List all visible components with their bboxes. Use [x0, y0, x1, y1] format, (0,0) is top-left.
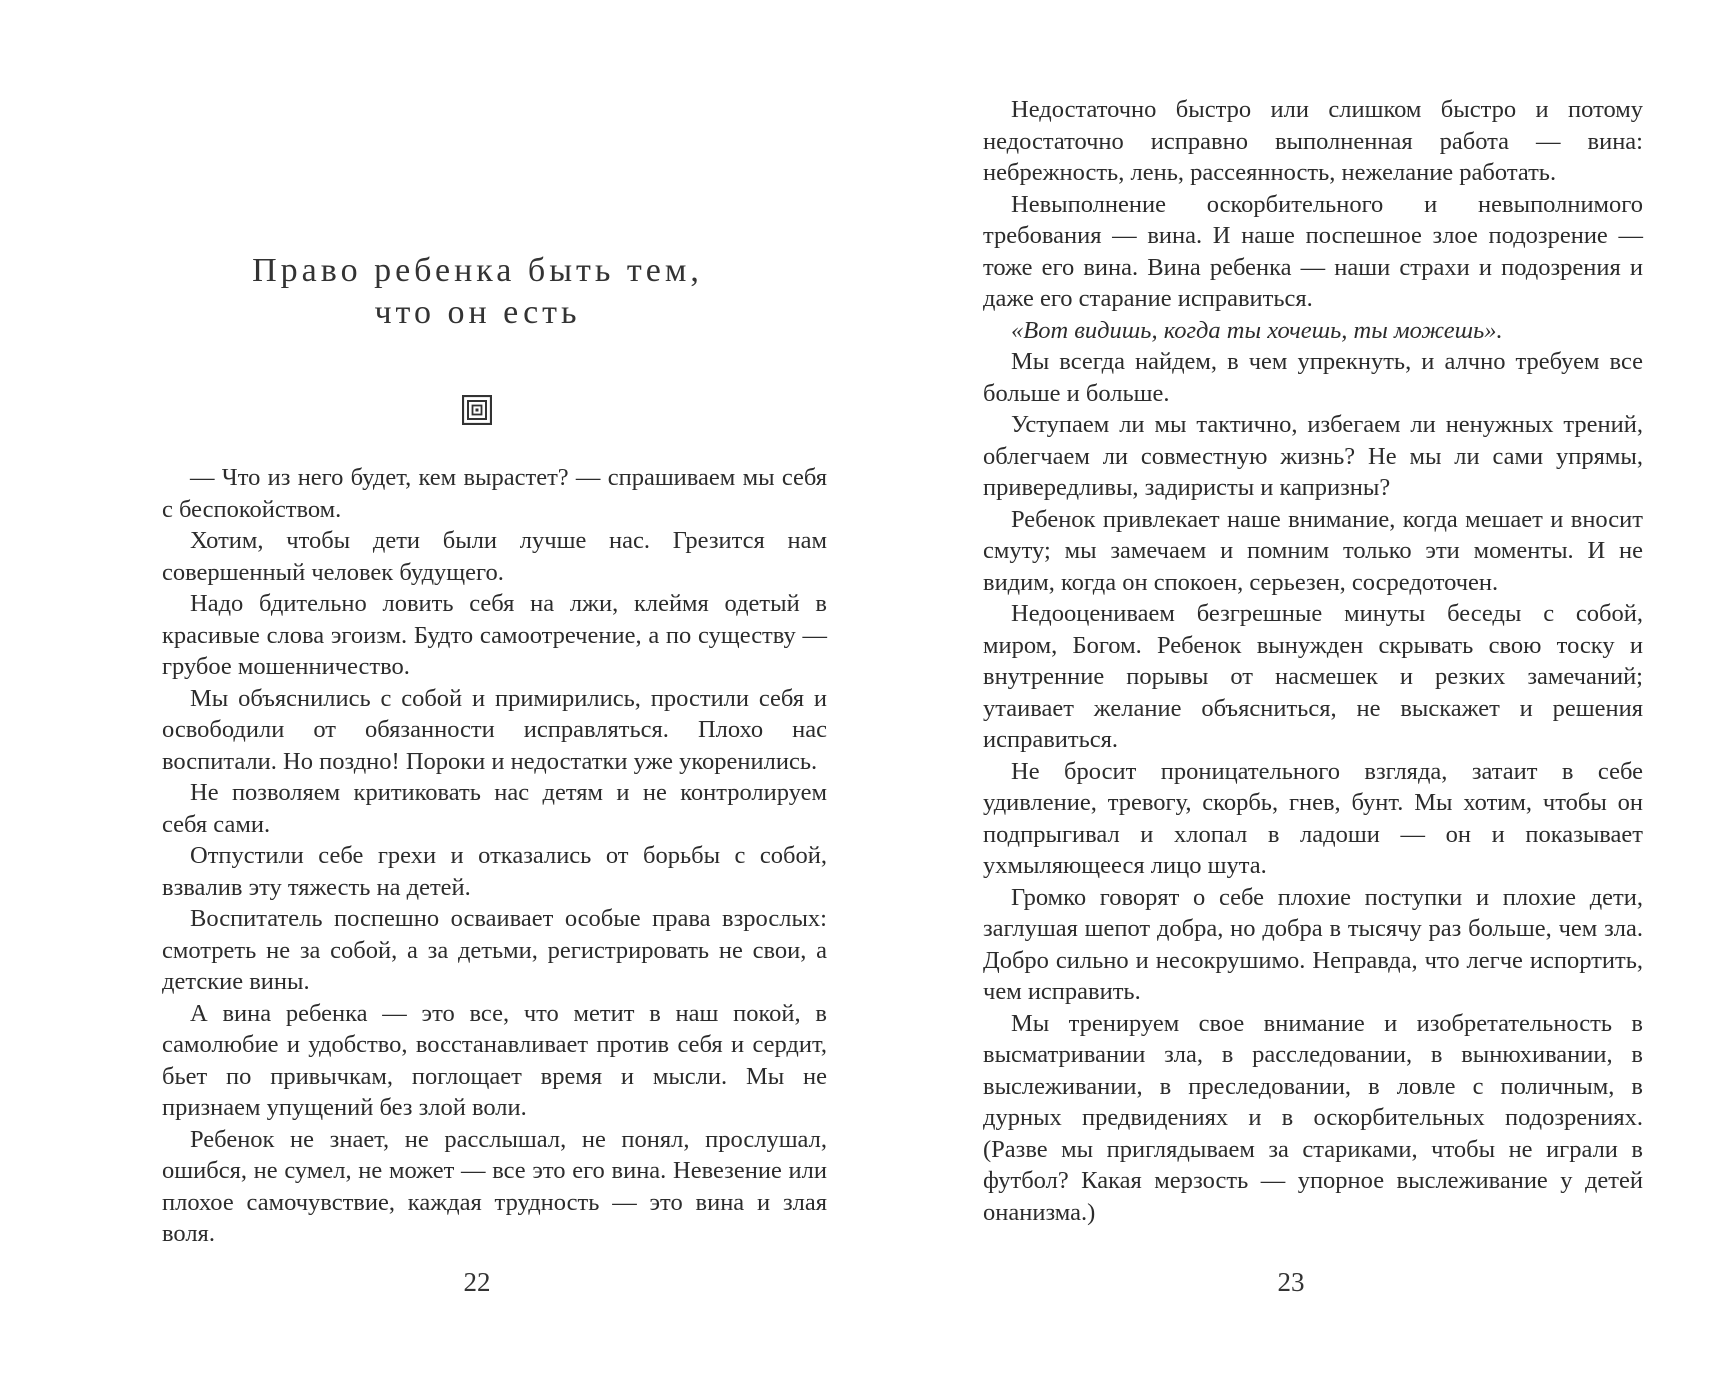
paragraph: Недооцениваем безгрешные минуты беседы с собой, миром, Богом. Ребенок вынужден скрывать свою тоску и внутренние порывы от насмешек и резких замечаний; утаивает желание объясниться, не выскажет и решения исправиться. [983, 600, 1643, 753]
left-page [0, 0, 860, 1392]
left-page-text [162, 462, 827, 1250]
square-spiral-ornament-icon [462, 395, 492, 425]
right-page [880, 0, 1735, 1392]
paragraph: Мы тренируем свое внимание и изобретательность в высматривании зла, в расследовании, в вынюхивании, в выслеживании, в преследовании, в ловле с поличным, в дурных предвидениях и в оскорбительных подозрениях. (Разве мы приглядываем за стариками, чтобы не играли в футбол? Какая мерзость — упорное выслеживание у детей онанизма.) [983, 1009, 1643, 1226]
page-number-left: 22 [463, 1267, 491, 1297]
paragraph: Не позволяем критиковать нас детям и не контролируем себя сами. [162, 779, 827, 838]
paragraph: Не бросит проницательного взгляда, затаит в себе удивление, тревогу, скорбь, гнев, бунт. Мы хотим, чтобы он подпрыгивал и хлопал в ладоши — он и показывает ухмыляющееся лицо шута. [983, 757, 1643, 879]
paragraph: Ребенок не знает, не расслышал, не понял, прослушал, ошибся, не сумел, не может — все это его вина. Невезение или плохое самочувствие, каждая трудность — это вина и злая воля. [162, 1125, 827, 1247]
paragraph: Отпустили себе грехи и отказались от борьбы с собой, взвалив эту тяжесть на детей. [162, 842, 827, 901]
paragraph: Хотим, чтобы дети были лучше нас. Грезится нам совершенный человек будущего. [162, 527, 827, 586]
chapter-title-line-2: что он есть [374, 294, 581, 331]
paragraph: Уступаем ли мы тактично, избегаем ли ненужных трений, облегчаем ли совместную жизнь? Не мы ли сами упрямы, привередливы, задиристы и капризны? [983, 411, 1643, 501]
paragraph: Мы всегда найдем, в чем упрекнуть, и алчно требуем все больше и больше. [983, 348, 1643, 407]
paragraph: Ребенок привлекает наше внимание, когда мешает и вносит смуту; мы замечаем и помним только эти моменты. И не видим, когда он спокоен, серьезен, сосредоточен. [983, 505, 1643, 596]
paragraph: А вина ребенка — это все, что метит в наш покой, в самолюбие и удобство, восстанавливает против себя и сердит, бьет по привычкам, поглощает время и мысли. Мы не признаем упущений без злой воли. [162, 999, 827, 1121]
paragraph: Невыполнение оскорбительного и невыполнимого требования — вина. И наше поспешное злое подозрение — тоже его вина. Вина ребенка — наши страхи и подозрения и даже его старание исправиться. [983, 190, 1643, 312]
page-number-right: 23 [1277, 1267, 1305, 1297]
paragraph: — Что из него будет, кем вырастет? — спрашиваем мы себя с беспокойством. [162, 464, 827, 523]
chapter-title-line-1: Право ребенка быть тем, [252, 252, 703, 289]
paragraph: Мы объяснились с собой и примирились, простили себя и освободили от обязанности исправляться. Плохо нас воспитали. Но поздно! Пороки и недостатки уже укоренились. [162, 684, 827, 775]
chapter-title [0, 250, 955, 334]
paragraph: Воспитатель поспешно осваивает особые права взрослых: смотреть не за собой, а за детьми, регистрировать не свои, а детские вины. [162, 905, 827, 995]
paragraph: Надо бдительно ловить себя на лжи, клеймя одетый в красивые слова эгоизм. Будто самоотречение, а по существу — грубое мошенничество. [162, 590, 827, 680]
right-page-text [983, 94, 1643, 1228]
italic-quote: «Вот видишь, когда ты хочешь, ты можешь». [1011, 316, 1503, 344]
paragraph: Недостаточно быстро или слишком быстро и потому недостаточно исправно выполненная работа — вина: небрежность, лень, рассеянность, нежелание работать. [983, 96, 1643, 186]
paragraph: Громко говорят о себе плохие поступки и плохие дети, заглушая шепот добра, но добра в тысячу раз больше, чем зла. Добро сильно и несокрушимо. Неправда, что легче испортить, чем исправить. [983, 883, 1643, 1005]
